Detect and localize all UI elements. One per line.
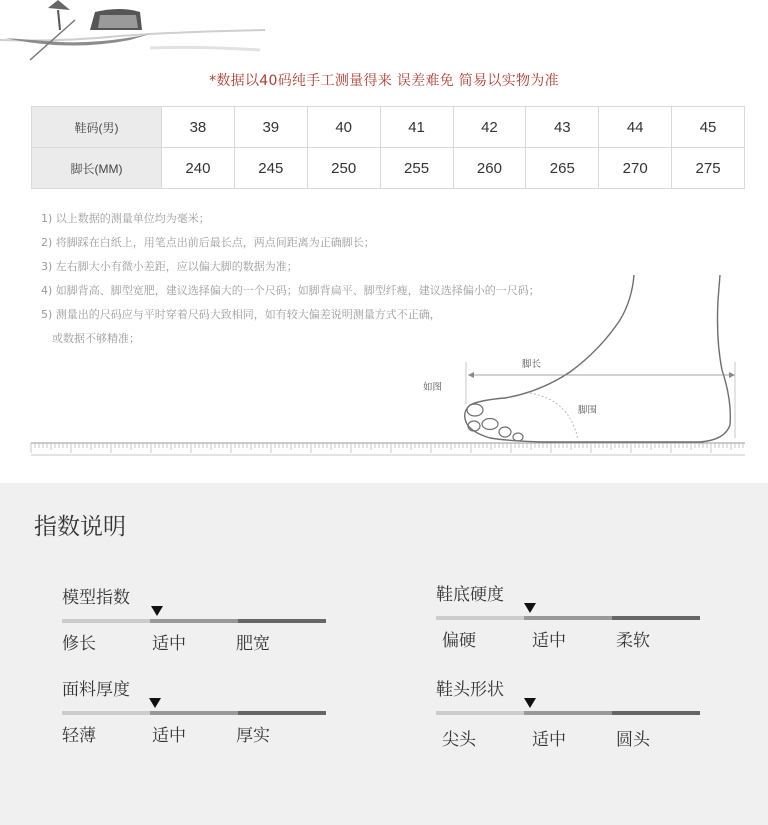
- index-option: 修长: [62, 634, 96, 654]
- diagram-label-length: 脚长: [522, 359, 542, 370]
- boat-ink-painting: [0, 0, 270, 70]
- row-header-shoe-size: 鞋码(男): [32, 107, 162, 148]
- scale-bar-segment: [436, 711, 524, 715]
- row-header-foot-length: 脚长(MM): [32, 148, 162, 189]
- measurement-notice: *数据以40码纯手工测量得来 误差难免 简易以实物为准: [209, 73, 559, 89]
- note-line: 5) 测量出的尺码应与平时穿着尺码大致相同，如有较大偏差说明测量方式不正确，: [41, 308, 441, 321]
- table-cell: 42: [453, 107, 526, 148]
- note-line: 3) 左右脚大小有微小差距，应以偏大脚的数据为准；: [41, 260, 298, 273]
- index-option: 适中: [152, 726, 186, 746]
- index-option: 轻薄: [62, 726, 96, 746]
- diagram-label-rutu: 如图: [423, 382, 443, 393]
- index-name: 模型指数: [62, 588, 130, 608]
- table-cell: 39: [234, 107, 307, 148]
- index-fabric-thickness: [62, 675, 332, 755]
- table-cell: 275: [672, 148, 745, 189]
- note-line: 1) 以上数据的测量单位均为毫米；: [41, 212, 210, 225]
- foot-measurement-diagram: [0, 270, 768, 465]
- table-cell: 255: [380, 148, 453, 189]
- note-line: 2) 将脚踩在白纸上，用笔点出前后最长点，两点间距离为正确脚长；: [41, 236, 375, 249]
- index-option: 偏硬: [442, 631, 476, 651]
- index-name: 鞋底硬度: [436, 585, 504, 605]
- index-option: 厚实: [236, 726, 270, 746]
- size-table: [31, 106, 745, 189]
- index-option: 适中: [532, 730, 566, 750]
- note-line: 或数据不够精准；: [52, 332, 140, 345]
- scale-bar-segment: [524, 616, 612, 620]
- index-section: [0, 483, 768, 825]
- table-cell: 245: [234, 148, 307, 189]
- scale-bar-segment: [612, 616, 700, 620]
- scale-bar-segment: [62, 619, 150, 623]
- index-model: [62, 583, 332, 663]
- index-option: 尖头: [442, 730, 476, 750]
- scale-bar-segment: [62, 711, 150, 715]
- note-line: 4) 如脚背高、脚型宽肥，建议选择偏大的一个尺码；如脚背扁平、脚型纤瘦，建议选择偏小的一尺码；: [41, 284, 540, 297]
- diagram-label-girth: 脚围: [578, 405, 598, 416]
- index-option: 圆头: [616, 730, 650, 750]
- scale-bar-segment: [150, 619, 238, 623]
- table-cell: 250: [307, 148, 380, 189]
- scale-bar-segment: [436, 616, 524, 620]
- index-section-title: 指数说明: [34, 514, 126, 540]
- scale-bar-segment: [524, 711, 612, 715]
- table-cell: 38: [162, 107, 235, 148]
- table-cell: 240: [162, 148, 235, 189]
- index-option: 肥宽: [236, 634, 270, 654]
- table-cell: 43: [526, 107, 599, 148]
- foot-outline: [465, 275, 731, 442]
- table-cell: 270: [599, 148, 672, 189]
- index-option: 适中: [532, 631, 566, 651]
- selected-marker-icon: [151, 606, 163, 616]
- index-toe-shape: [436, 675, 706, 755]
- index-option: 柔软: [616, 631, 650, 651]
- selected-marker-icon: [149, 698, 161, 708]
- index-name: 面料厚度: [62, 680, 130, 700]
- index-name: 鞋头形状: [436, 680, 504, 700]
- scale-bar-segment: [150, 711, 238, 715]
- table-cell: 260: [453, 148, 526, 189]
- table-cell: 41: [380, 107, 453, 148]
- table-row-lengths: [32, 148, 745, 189]
- index-option: 适中: [152, 634, 186, 654]
- scale-bar-segment: [238, 711, 326, 715]
- scale-bar-segment: [612, 711, 700, 715]
- table-cell: 44: [599, 107, 672, 148]
- table-row-sizes: [32, 107, 745, 148]
- table-cell: 45: [672, 107, 745, 148]
- index-sole-hardness: [436, 580, 706, 660]
- table-cell: 265: [526, 148, 599, 189]
- scale-bar-segment: [238, 619, 326, 623]
- ruler: [31, 443, 745, 455]
- selected-marker-icon: [524, 603, 536, 613]
- table-cell: 40: [307, 107, 380, 148]
- selected-marker-icon: [524, 698, 536, 708]
